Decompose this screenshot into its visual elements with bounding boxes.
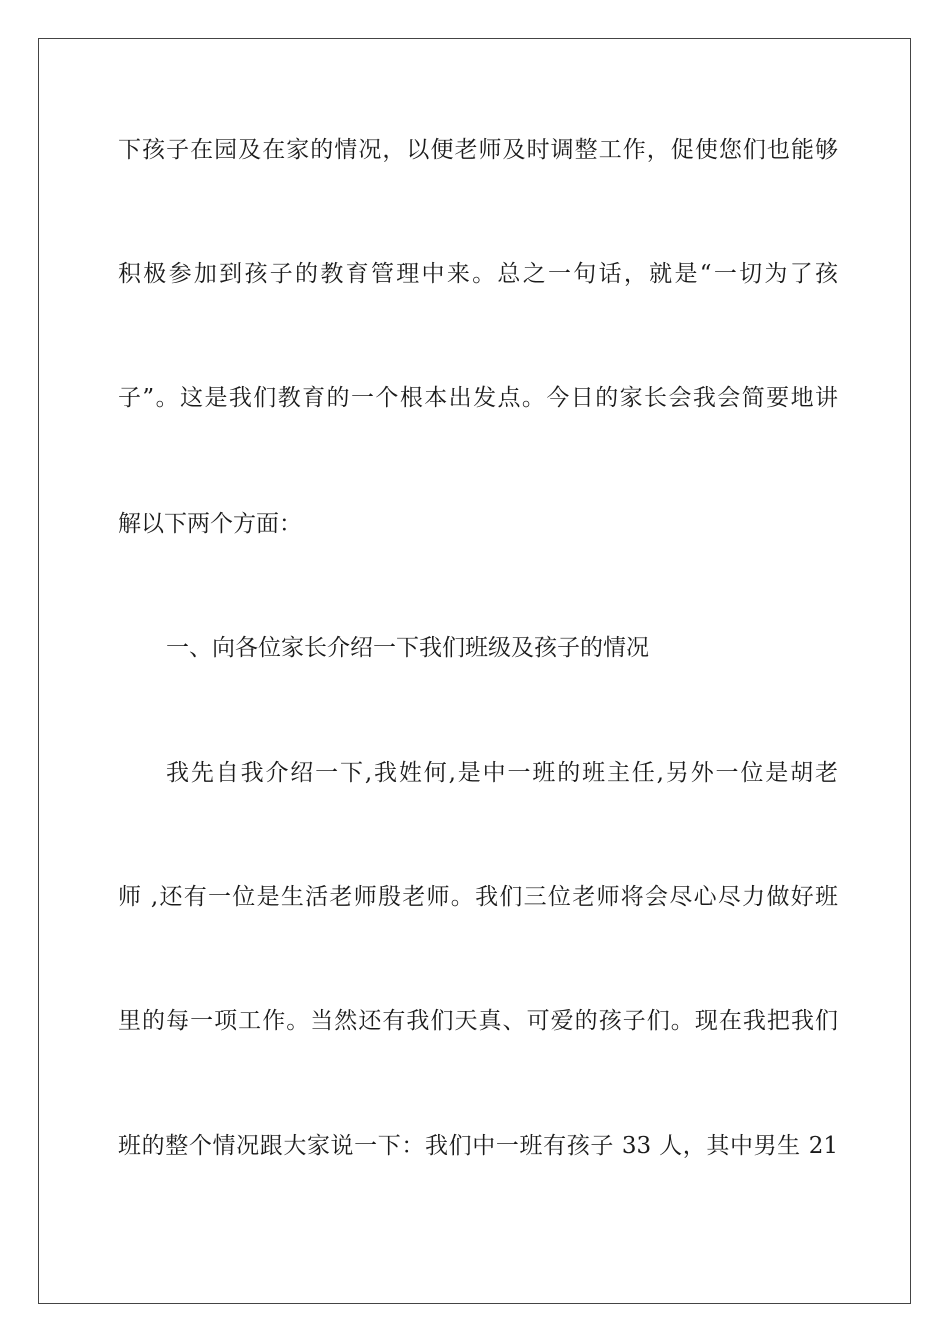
body-text-line-9: 班的整个情况跟大家说一下：我们中一班有孩子 33 人，其中男生 21 xyxy=(118,1133,838,1159)
body-text-line-3: 子”。这是我们教育的一个根本出发点。今日的家长会我会简要地讲 xyxy=(118,385,838,411)
body-text-line-7: 师 ,还有一位是生活老师殷老师。我们三位老师将会尽心尽力做好班 xyxy=(118,884,838,910)
body-text-line-6: 我先自我介绍一下,我姓何,是中一班的班主任,另外一位是胡老 xyxy=(166,760,838,786)
body-text-line-8: 里的每一项工作。当然还有我们天真、可爱的孩子们。现在我把我们 xyxy=(118,1008,838,1034)
body-text-line-2: 积极参加到孩子的教育管理中来。总之一句话，就是“一切为了孩 xyxy=(118,261,838,287)
body-text-line-1: 下孩子在园及在家的情况，以便老师及时调整工作，促使您们也能够 xyxy=(118,137,838,163)
body-text-line-4: 解以下两个方面： xyxy=(118,511,302,537)
section-heading: 一、向各位家长介绍一下我们班级及孩子的情况 xyxy=(166,635,649,661)
page-border xyxy=(38,38,911,1304)
